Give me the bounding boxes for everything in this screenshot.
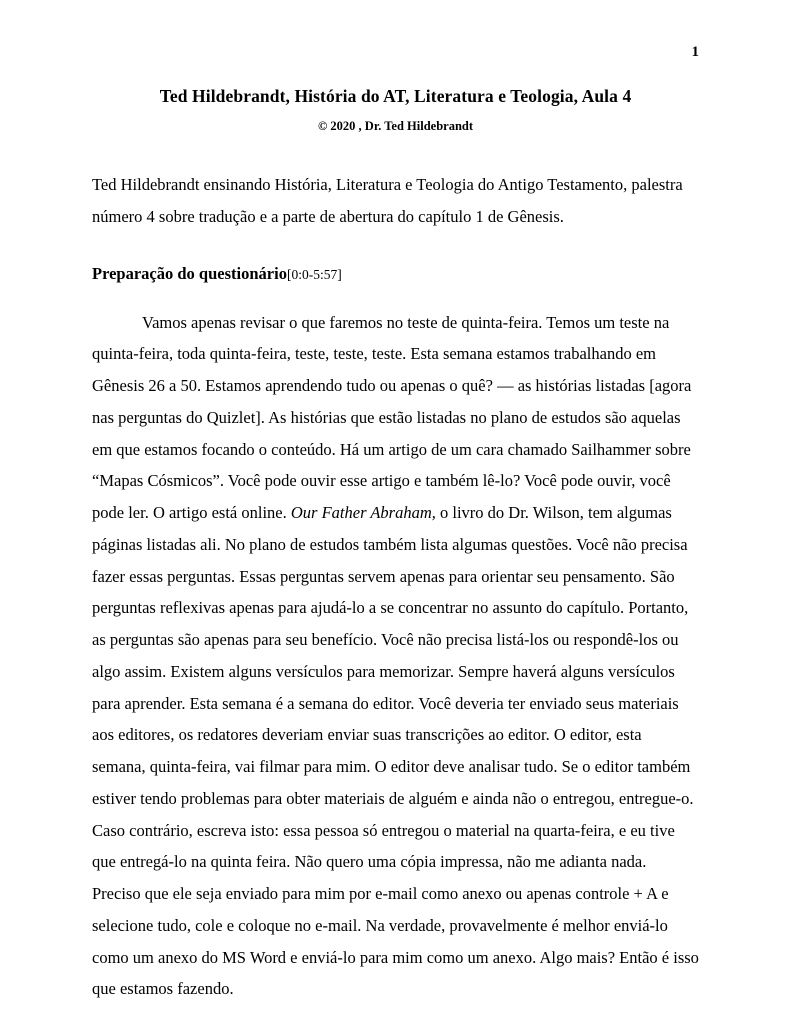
book-title-italic: Our Father Abraham, [290, 503, 436, 523]
body-paragraph-part1: Vamos apenas revisar o que faremos no teste de quinta-feira. Temos um teste na quinta-feira, toda quinta-feira, teste, teste, teste. Esta semana estamos trabalhando em Gênesis 26 a 50. Estamos aprendendo tudo ou apenas o quê? — as histórias listadas [agora nas perguntas do Quizlet]. As histórias que estão listadas no plano de estudos são aquelas em que estamos focando o conteúdo. Há um artigo de um cara chamado Sailhammer sobre “Mapas Cósmicos”. Você pode ouvir esse artigo e também lê-lo? Você pode ouvir, você pode ler. O artigo está online. [92, 312, 692, 523]
section-heading [92, 258, 699, 290]
page-title: Ted Hildebrandt, História do AT, Literatura e Teologia, Aula 4 [159, 86, 632, 106]
page-number: 1 [691, 44, 699, 60]
copyright-line: © 2020 , Dr. Ted Hildebrandt [317, 119, 474, 133]
section-heading-text: Preparação do questionário [92, 264, 287, 284]
section-timestamp: [0:0-5:57] [286, 267, 342, 283]
intro-paragraph: Ted Hildebrandt ensinando História, Literatura e Teologia do Antigo Testamento, palestra número 4 sobre tradução e a parte de abertura do capítulo 1 de Gênesis. [92, 175, 683, 226]
body-paragraph [92, 307, 699, 1006]
body-paragraph-part2: o livro do Dr. Wilson, tem algumas páginas listadas ali. No plano de estudos também lista algumas questões. Você não precisa fazer essas perguntas. Essas perguntas servem apenas para orientar seu pensamento. São perguntas reflexivas apenas para ajudá-lo a se concentrar no assunto do capítulo. Portanto, as perguntas são apenas para seu benefício. Você não precisa listá-los ou respondê-los ou algo assim. Existem alguns versículos para memorizar. Sempre haverá alguns versículos para aprender. Esta semana é a semana do editor. Você deveria ter enviado seus materiais aos editores, os redatores deveriam enviar suas transcrições ao editor. O editor, esta semana, quinta-feira, vai filmar para mim. O editor deve analisar tudo. Se o editor também estiver tendo problemas para obter materiais de alguém e ainda não o entregou, entregue-o. Caso contrário, escreva isto: essa pessoa só entregou o material na quarta-feira, e eu tive que entregá-lo na quinta feira. Não quero uma cópia impressa, não me adianta nada. Preciso que ele seja enviado para mim por e-mail como anexo ou apenas controle + A e selecione tudo, cole e coloque no e-mail. Na verdade, provavelmente é melhor enviá-lo como um anexo do MS Word e enviá-lo para mim como um anexo. Algo mais? Então é isso que estamos fazendo. [92, 503, 699, 999]
